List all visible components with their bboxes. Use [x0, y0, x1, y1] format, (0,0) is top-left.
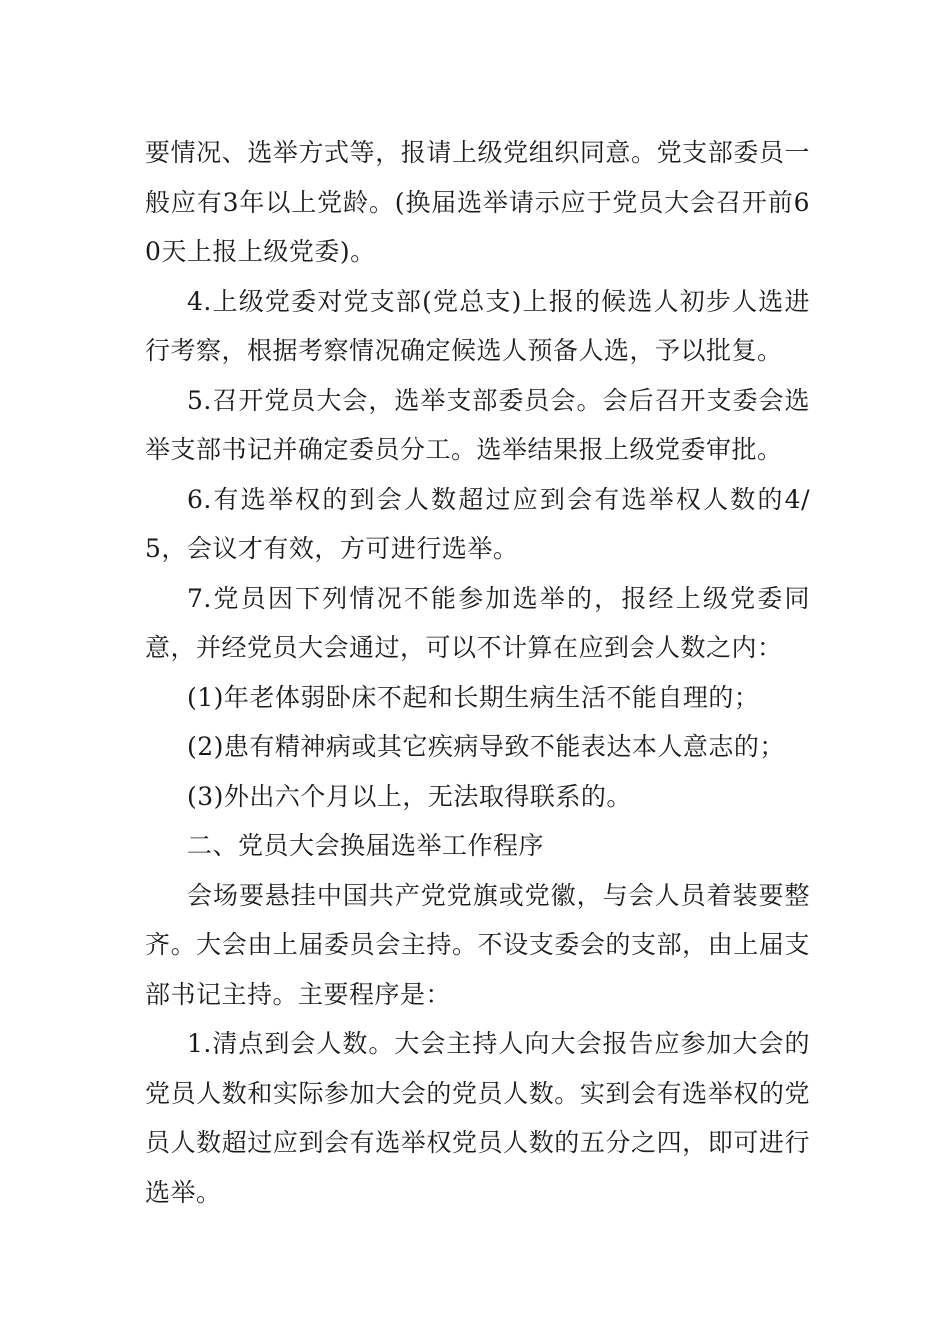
paragraph-item-7: 7.党员因下列情况不能参加选举的，报经上级党委同意，并经党员大会通过，可以不计算在应到会人数之内： [145, 583, 810, 662]
sub-item-2: (2)患有精神病或其它疾病导致不能表达本人意志的； [187, 732, 785, 761]
paragraph-venue: 会场要悬挂中国共产党党旗或党徽，与会人员着装要整齐。大会由上届委员会主持。不设支委会的支部，由上届支部书记主持。主要程序是： [145, 880, 810, 1009]
paragraph-item-5: 5.召开党员大会，选举支部委员会。会后召开支委会选举支部书记并确定委员分工。选举结果报上级党委审批。 [145, 385, 810, 464]
paragraph-item-6: 6.有选举权的到会人数超过应到会有选举权人数的4/5，会议才有效，方可进行选举。 [145, 484, 810, 563]
section-heading: 二、党员大会换届选举工作程序 [187, 831, 545, 860]
paragraph-continuation: 要情况、选举方式等，报请上级党组织同意。党支部委员一般应有3年以上党龄。(换届选举请示应于党员大会召开前60天上报上级党委)。 [145, 138, 810, 266]
document-body [145, 128, 810, 1217]
paragraph-item-4: 4.上级党委对党支部(党总支)上报的候选人初步人选进行考察，根据考察情况确定候选人预备人选，予以批复。 [145, 286, 810, 365]
sub-item-1: (1)年老体弱卧床不起和长期生病生活不能自理的； [187, 682, 760, 712]
sub-item-3: (3)外出六个月以上，无法取得联系的。 [187, 781, 632, 811]
paragraph-procedure-1: 1.清点到会人数。大会主持人向大会报告应参加大会的党员人数和实际参加大会的党员人数。实到会有选举权的党员人数超过应到会有选举权党员人数的五分之四，即可进行选举。 [145, 1029, 810, 1207]
